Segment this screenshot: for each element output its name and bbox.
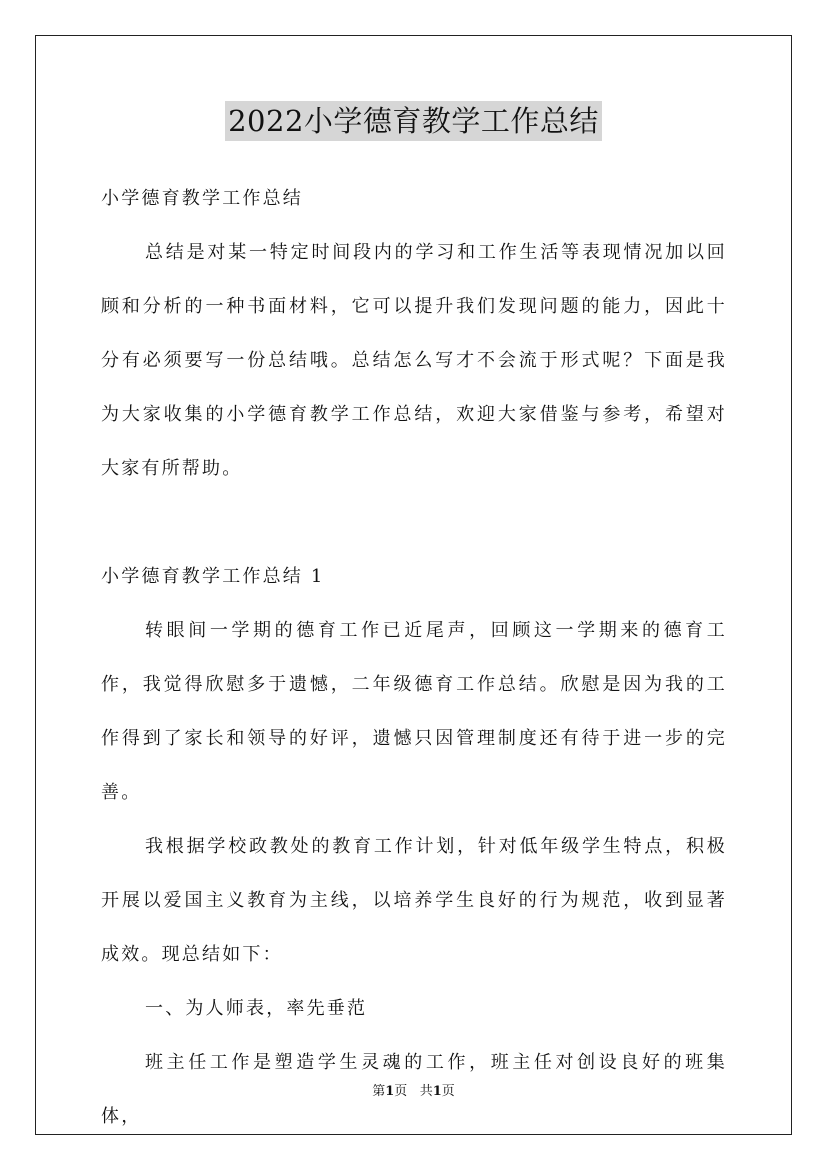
total-number: 1 xyxy=(432,1084,442,1099)
subsection-heading: 小学德育教学工作总结 1 xyxy=(101,566,325,587)
body-paragraph-1: 转眼间一学期的德育工作已近尾声，回顾这一学期来的德育工作，我觉得欣慰多于遗憾，二年级德育工作总结。欣慰是因为我的工作得到了家长和领导的好评，遗憾只因管理制度还有待于进一步的完善。 xyxy=(101,620,727,803)
page-number: 1 xyxy=(385,1084,395,1099)
title-wrapper xyxy=(0,101,827,141)
intro-paragraph: 总结是对某一特定时间段内的学习和工作生活等表现情况加以回顾和分析的一种书面材料，它可以提升我们发现问题的能力，因此十分有必须要写一份总结哦。总结怎么写才不会流于形式呢？下面是我为大家收集的小学德育教学工作总结，欢迎大家借鉴与参考，希望对大家有所帮助。 xyxy=(101,242,727,479)
total-prefix: 共 xyxy=(419,1084,433,1099)
page-suffix: 页 xyxy=(394,1084,408,1099)
document-body xyxy=(101,172,727,1144)
paragraph-gap xyxy=(101,496,727,550)
page-prefix: 第 xyxy=(372,1084,386,1099)
body-paragraph-3: 班主任工作是塑造学生灵魂的工作，班主任对创设良好的班集体， xyxy=(101,1052,727,1127)
body-heading-point-1: 一、为人师表，率先垂范 xyxy=(145,998,368,1019)
document-title: 2022小学德育教学工作总结 xyxy=(225,101,602,141)
total-suffix: 页 xyxy=(441,1084,455,1099)
section-heading: 小学德育教学工作总结 xyxy=(101,188,303,209)
body-paragraph-2: 我根据学校政教处的教育工作计划，针对低年级学生特点，积极开展以爱国主义教育为主线，以培养学生良好的行为规范，收到显著成效。现总结如下： xyxy=(101,836,727,965)
page-footer xyxy=(0,1083,827,1101)
